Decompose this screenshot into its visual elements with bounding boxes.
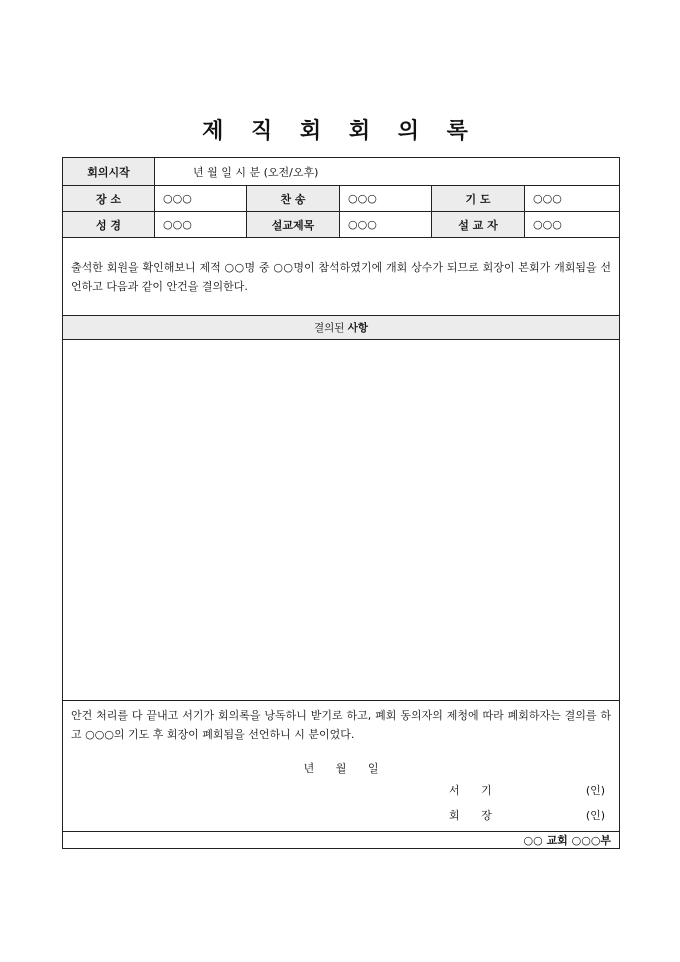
hymn-label: 찬 송 (247, 186, 340, 212)
place-value: ○○○ (155, 186, 247, 212)
chair-seal: (인) (585, 809, 606, 822)
closing-statement: 안건 처리를 다 끝내고 서기가 회의록을 낭독하니 받기로 하고, 폐회 동의자의 제청에 따라 폐회하자는 결의를 하고 ○○○의 기도 후 회장이 폐회됨을 선언하니 시 분이었다. (71, 709, 612, 741)
minutes-form (62, 157, 620, 849)
resolved-prefix: 결의된 (313, 322, 345, 334)
meeting-start-label: 회의시작 (63, 158, 155, 186)
resolved-items-area[interactable] (63, 340, 620, 701)
hymn-value: ○○○ (340, 186, 432, 212)
preacher-value: ○○○ (525, 212, 620, 238)
chair-role: 회 장 (449, 809, 492, 822)
church-footer: ○○ 교회 ○○○부 (63, 832, 620, 849)
sermon-title-label: 설교제목 (247, 212, 340, 238)
document-title: 제 직 회 회 의 록 (202, 119, 478, 144)
scripture-value: ○○○ (155, 212, 247, 238)
resolved-items-header (63, 316, 620, 340)
signature-chair (71, 807, 611, 826)
sermon-title-value: ○○○ (340, 212, 432, 238)
closing-section (63, 701, 620, 832)
secretary-seal: (인) (585, 784, 606, 797)
signature-secretary (71, 782, 611, 801)
opening-statement: 출석한 회원을 확인해보니 제적 ○○명 중 ○○명이 참석하였기에 개회 상수가 되므로 회장이 본회가 개회됨을 선언하고 다음과 같이 안건을 결의한다. (63, 238, 620, 316)
resolved-bold: 사항 (347, 322, 369, 334)
meeting-start-value: 년 월 일 시 분 (오전/오후) (155, 158, 620, 186)
date-line: 년 월 일 (303, 762, 379, 775)
place-label: 장 소 (63, 186, 155, 212)
scripture-label: 성 경 (63, 212, 155, 238)
prayer-label: 기 도 (432, 186, 525, 212)
preacher-label: 설 교 자 (432, 212, 525, 238)
prayer-value: ○○○ (525, 186, 620, 212)
secretary-role: 서 기 (449, 784, 492, 797)
